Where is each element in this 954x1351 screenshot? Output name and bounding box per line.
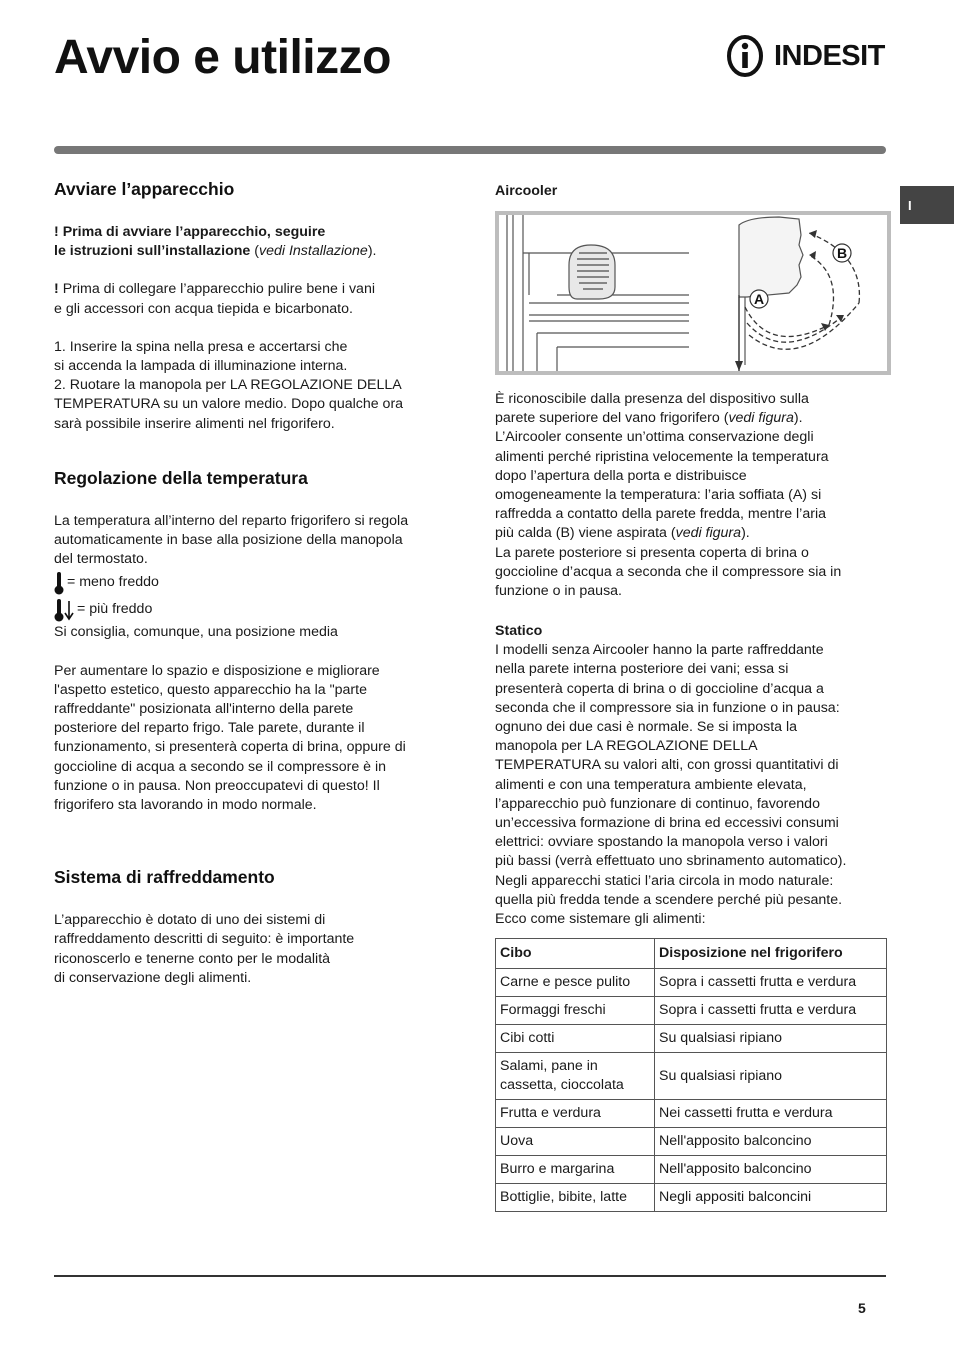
- food-table: [495, 938, 887, 1212]
- regolazione-p2-a: Per aumentare lo spazio e disposizione e migliorare: [54, 662, 380, 679]
- page-number: 5: [858, 1300, 866, 1316]
- statico-heading: Statico: [495, 623, 543, 640]
- aircooler-l7: raffredda a contatto della parete fredda, mentre l’aria: [495, 506, 826, 523]
- statico-line: seconda che il compressore sia in funzione o in pausa:: [495, 699, 840, 716]
- table-cell-food-line2: cassetta, cioccolata: [500, 1077, 624, 1094]
- table-cell-placement: Nell'apposito balconcino: [655, 1128, 887, 1156]
- warning-mark: !: [54, 281, 59, 298]
- aircooler-figure: [495, 211, 891, 375]
- right-column: [495, 178, 887, 1212]
- table-cell-food: Burro e margarina: [496, 1156, 655, 1184]
- table-cell-placement: Sopra i cassetti frutta e verdura: [655, 997, 887, 1025]
- table-cell-placement: Nei cassetti frutta e verdura: [655, 1100, 887, 1128]
- table-header-row: [496, 939, 887, 969]
- regolazione-p2-b: l'aspetto estetico, questo apparecchio ha la "parte: [54, 681, 367, 698]
- aircooler-l6: omogeneamente la temperatura: l’aria soffiata (A) si: [495, 487, 822, 504]
- thermometer-icon: [54, 571, 64, 595]
- aircooler-l11: funzione o in pausa.: [495, 583, 622, 600]
- aircooler-l3: L’Aircooler consente un’ottima conservazione degli: [495, 429, 814, 446]
- statico-line: alimenti e con una temperatura ambiente elevata,: [495, 776, 807, 793]
- indesit-logo: [726, 34, 886, 78]
- sistema-p-c: riconoscerlo e tenerne conto per le modalità: [54, 950, 331, 967]
- aircooler-l8-ref: vedi figura: [675, 525, 742, 542]
- aircooler-l4: alimenti perché ripristina velocemente la temperatura: [495, 448, 829, 465]
- statico-line: TEMPERATURA su valori alti, con grossi quantitativi di: [495, 757, 839, 774]
- statico-line: quella più fredda tende a scendere perché più pesante.: [495, 891, 843, 908]
- step-2-a: 2. Ruotare la manopola per LA REGOLAZIONE DELLA: [54, 377, 402, 394]
- aircooler-l1: È riconoscibile dalla presenza del dispositivo sulla: [495, 391, 809, 407]
- regolazione-p2-d: posteriore del reparto frigo. Tale parete, durante il: [54, 720, 365, 737]
- table-cell-placement: Sopra i cassetti frutta e verdura: [655, 969, 887, 997]
- table-cell-food: Bottiglie, bibite, latte: [496, 1184, 655, 1212]
- aircooler-heading: Aircooler: [495, 183, 558, 199]
- step-2-b: TEMPERATURA su un valore medio. Dopo qualche ora: [54, 396, 404, 413]
- table-row: [496, 1100, 887, 1128]
- aircooler-l8-b: ).: [741, 525, 750, 542]
- aircooler-l8: [495, 524, 887, 543]
- page-title: Avvio e utilizzo: [54, 31, 391, 84]
- aircooler-l2-b: ).: [793, 410, 803, 427]
- less-cold-row: [54, 569, 454, 596]
- regolazione-p2-g: funzione o in pausa. Non preoccupatevi di questo! Il: [54, 777, 380, 794]
- step-1-a: 1. Inserire la spina nella presa e accertarsi che: [54, 338, 348, 355]
- table-row: [496, 1025, 887, 1053]
- brand-name: INDESIT: [774, 40, 885, 72]
- warning-mark: !: [54, 224, 59, 240]
- section-heading-regolazione: Regolazione della temperatura: [54, 467, 308, 488]
- aircooler-l9: La parete posteriore si presenta coperta di brina o: [495, 544, 809, 561]
- more-cold-row: [54, 596, 454, 623]
- statico-line: Negli apparecchi statici l’aria circola in modo naturale:: [495, 872, 834, 889]
- table-row: [496, 997, 887, 1025]
- table-row: [496, 1156, 887, 1184]
- indesit-i-logo-icon: [726, 34, 770, 78]
- regolazione-p2-c: raffreddante" posizionata all'interno della parete: [54, 701, 354, 718]
- table-row: [496, 1053, 887, 1100]
- table-row: [496, 1128, 887, 1156]
- table-cell-placement: Su qualsiasi ripiano: [655, 1025, 887, 1053]
- table-cell-food: Formaggi freschi: [496, 997, 655, 1025]
- statico-line: l’apparecchio può funzionare di continuo, favorendo: [495, 795, 820, 812]
- label-a: A: [753, 291, 765, 307]
- regolazione-p2-f: goccioline di acqua a secondo se il compressore è in: [54, 758, 387, 775]
- regolazione-p1-b: automaticamente in base alla posizione della manopola: [54, 532, 403, 549]
- more-cold-label: = più freddo: [77, 601, 153, 618]
- aircooler-diagram: [499, 215, 887, 371]
- table-row: [496, 1184, 887, 1212]
- table-header-cibo: Cibo: [496, 939, 655, 969]
- label-b: B: [836, 245, 848, 261]
- statico-line: nella parete interna posteriore dei vani; essa si: [495, 661, 789, 678]
- top-rule: [54, 146, 886, 154]
- table-cell-placement: Nell'apposito balconcino: [655, 1156, 887, 1184]
- table-header-disposizione: Disposizione nel frigorifero: [655, 939, 887, 969]
- warning-1-ref: vedi Installazione: [258, 243, 368, 260]
- warning-1-text-a: Prima di avviare l’apparecchio, seguire: [62, 224, 326, 240]
- table-row: [496, 969, 887, 997]
- statico-line: I modelli senza Aircooler hanno la parte raffreddante: [495, 642, 824, 659]
- table-cell-food: Frutta e verdura: [496, 1100, 655, 1128]
- aircooler-l10: goccioline d’acqua a seconda che il compressore sia in: [495, 563, 842, 580]
- table-cell-placement: Su qualsiasi ripiano: [655, 1053, 887, 1100]
- statico-body: [495, 641, 887, 929]
- sistema-p-d: di conservazione degli alimenti.: [54, 969, 252, 986]
- warning-2-line2: e gli accessori con acqua tiepida e bicarbonato.: [54, 300, 353, 317]
- aircooler-l2-ref: vedi figura: [728, 410, 794, 427]
- language-tab: I: [900, 186, 954, 224]
- paren-open: (: [250, 243, 259, 260]
- thermometer-down-arrow-icon: [54, 598, 74, 622]
- regolazione-p2-e: funzionamento, si presenterà coperta di brina, oppure di: [54, 739, 406, 756]
- regolazione-advice: Si consiglia, comunque, una posizione media: [54, 624, 338, 641]
- statico-line: manopola per LA REGOLAZIONE DELLA: [495, 738, 758, 755]
- aircooler-l8-a: più calda (B) viene aspirata (: [495, 525, 676, 542]
- left-column: [54, 178, 454, 988]
- regolazione-p2-h: frigorifero sta lavorando in modo normale.: [54, 797, 317, 814]
- aircooler-l2: [495, 409, 887, 428]
- aircooler-l2-a: parete superiore del vano frigorifero (: [495, 410, 729, 427]
- warning-2: [54, 280, 454, 299]
- section-heading-avviare: Avviare l’apparecchio: [54, 179, 235, 199]
- warning-1-line2: [54, 242, 454, 261]
- table-cell-food: Uova: [496, 1128, 655, 1156]
- statico-line: Ecco come sistemare gli alimenti:: [495, 911, 706, 928]
- table-cell-placement: Negli appositi balconcini: [655, 1184, 887, 1212]
- regolazione-p1-a: La temperatura all’interno del reparto frigorifero si regola: [54, 512, 409, 529]
- warning-1: [54, 223, 454, 242]
- statico-line: un’eccessiva formazione di brina ed eccessivi consumi: [495, 815, 839, 832]
- less-cold-label: = meno freddo: [67, 574, 159, 591]
- regolazione-p1-c: del termostato.: [54, 551, 148, 568]
- table-cell-food: Carne e pesce pulito: [496, 969, 655, 997]
- sistema-p-b: raffreddamento descritti di seguito: è importante: [54, 931, 355, 948]
- statico-line: ognuno dei due casi è normale. Se si imposta la: [495, 719, 798, 736]
- sistema-p-a: L’apparecchio è dotato di uno dei sistemi di: [54, 912, 326, 929]
- section-heading-sistema: Sistema di raffreddamento: [54, 867, 275, 888]
- table-cell-food: [496, 1053, 655, 1100]
- paren-close: ).: [367, 243, 377, 260]
- statico-line: più bassi (verrà effettuato uno sbrinamento automatico).: [495, 853, 847, 870]
- bottom-rule: [54, 1275, 886, 1277]
- step-2-c: sarà possibile inserire alimenti nel frigorifero.: [54, 415, 335, 432]
- warning-1-text-b: le istruzioni sull’installazione: [54, 243, 251, 260]
- table-cell-food-line1: Salami, pane in: [500, 1058, 598, 1075]
- statico-line: presenterà coperta di brina o di goccioline d’acqua a: [495, 680, 824, 697]
- statico-line: elettrici: ovviare spostando la manopola verso i valori: [495, 834, 828, 851]
- warning-2-text-a: Prima di collegare l’apparecchio pulire bene i vani: [62, 281, 375, 298]
- table-cell-food: Cibi cotti: [496, 1025, 655, 1053]
- aircooler-l5: dopo l’apertura della porta e distribuisce: [495, 467, 747, 484]
- step-1-b: si accenda la lampada di illuminazione interna.: [54, 358, 348, 375]
